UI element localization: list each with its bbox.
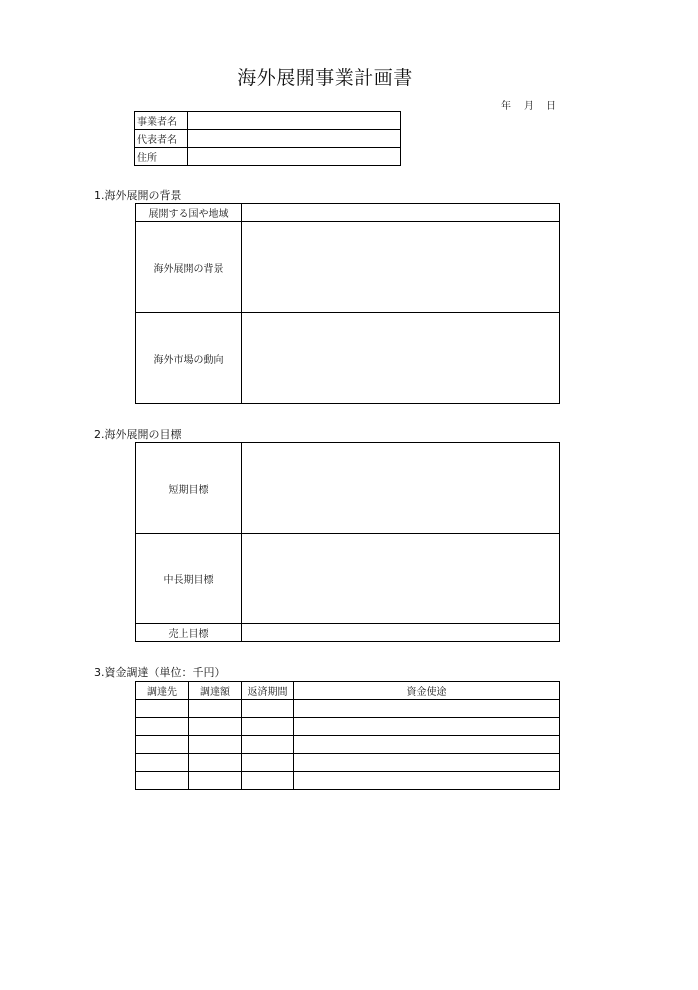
funding-source-cell[interactable] — [136, 700, 189, 718]
table-row — [136, 204, 560, 222]
table-row — [136, 313, 560, 404]
table-row — [136, 718, 560, 736]
section3-heading: 3.資金調達（単位：千円） — [94, 666, 226, 679]
funding-amount-cell[interactable] — [189, 772, 242, 790]
funding-source-cell[interactable] — [136, 772, 189, 790]
business-name-label: 事業者名 — [135, 112, 188, 130]
funding-amount-cell[interactable] — [189, 754, 242, 772]
background-field[interactable] — [242, 222, 560, 313]
background-table — [135, 203, 560, 404]
market-trend-field[interactable] — [242, 313, 560, 404]
repayment-period-cell[interactable] — [242, 772, 294, 790]
table-header-row — [136, 682, 560, 700]
address-label: 住所 — [135, 148, 188, 166]
long-term-goal-field[interactable] — [242, 534, 560, 624]
page-title: 海外展開事業計画書 — [237, 67, 413, 89]
table-row — [136, 534, 560, 624]
sales-goal-label: 売上目標 — [136, 624, 242, 642]
section1-heading: 1.海外展開の背景 — [94, 189, 182, 202]
table-row — [136, 700, 560, 718]
table-row — [135, 112, 401, 130]
table-row — [135, 130, 401, 148]
table-row — [136, 754, 560, 772]
long-term-goal-label: 中長期目標 — [136, 534, 242, 624]
column-header: 調達先 — [136, 682, 189, 700]
fund-usage-cell[interactable] — [294, 772, 560, 790]
column-header: 返済期間 — [242, 682, 294, 700]
business-name-field[interactable] — [188, 112, 401, 130]
country-label: 展開する国や地域 — [136, 204, 242, 222]
repayment-period-cell[interactable] — [242, 718, 294, 736]
repayment-period-cell[interactable] — [242, 700, 294, 718]
representative-field[interactable] — [188, 130, 401, 148]
fund-usage-cell[interactable] — [294, 754, 560, 772]
sales-goal-field[interactable] — [242, 624, 560, 642]
market-trend-label: 海外市場の動向 — [136, 313, 242, 404]
applicant-info-table — [134, 111, 401, 166]
fund-usage-cell[interactable] — [294, 718, 560, 736]
funding-source-cell[interactable] — [136, 754, 189, 772]
funding-source-cell[interactable] — [136, 736, 189, 754]
background-label: 海外展開の背景 — [136, 222, 242, 313]
short-term-goal-label: 短期目標 — [136, 443, 242, 534]
date-day-label: 日 — [546, 101, 556, 112]
repayment-period-cell[interactable] — [242, 736, 294, 754]
table-row — [136, 736, 560, 754]
goals-table — [135, 442, 560, 642]
section2-heading: 2.海外展開の目標 — [94, 428, 182, 441]
funding-amount-cell[interactable] — [189, 718, 242, 736]
table-row — [136, 624, 560, 642]
fund-usage-cell[interactable] — [294, 700, 560, 718]
table-row — [135, 148, 401, 166]
funding-amount-cell[interactable] — [189, 700, 242, 718]
funding-amount-cell[interactable] — [189, 736, 242, 754]
table-row — [136, 222, 560, 313]
date-year-label: 年 — [501, 101, 511, 112]
column-header: 調達額 — [189, 682, 242, 700]
repayment-period-cell[interactable] — [242, 754, 294, 772]
country-field[interactable] — [242, 204, 560, 222]
table-row — [136, 772, 560, 790]
fund-usage-cell[interactable] — [294, 736, 560, 754]
short-term-goal-field[interactable] — [242, 443, 560, 534]
table-row — [136, 443, 560, 534]
funding-source-cell[interactable] — [136, 718, 189, 736]
address-field[interactable] — [188, 148, 401, 166]
funding-table — [135, 681, 560, 790]
date-month-label: 月 — [524, 101, 534, 112]
column-header: 資金使途 — [294, 682, 560, 700]
representative-label: 代表者名 — [135, 130, 188, 148]
